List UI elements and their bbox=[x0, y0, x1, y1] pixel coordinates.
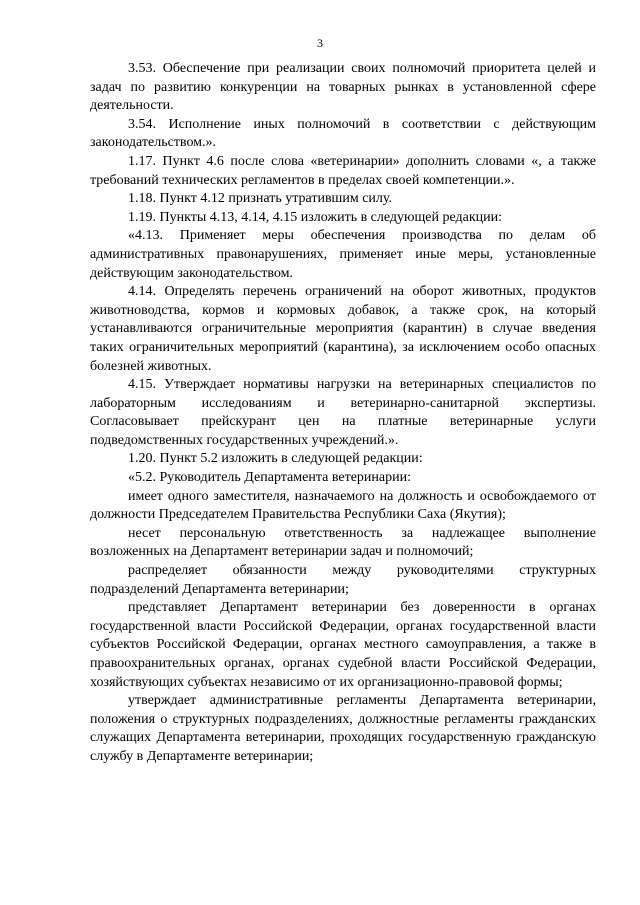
paragraph: распределяет обязанности между руководителями структурных подразделений Департамента ветеринарии; bbox=[90, 563, 596, 597]
paragraph: 1.18. Пункт 4.12 признать утратившим силу. bbox=[128, 191, 392, 207]
paragraph: 1.19. Пункты 4.13, 4.14, 4.15 изложить в следующей редакции: bbox=[128, 209, 503, 225]
paragraph: 3.53. Обеспечение при реализации своих полномочий приоритета целей и задач по развитию конкуренции на товарных рынках в установленной сфере деятельности. bbox=[90, 61, 596, 114]
paragraph: несет персональную ответственность за надлежащее выполнение возложенных на Департамент ветеринарии задач и полномочий; bbox=[90, 525, 596, 560]
paragraph: утверждает административные регламенты Департамента ветеринарии, положения о структурных подразделениях, должностные регламенты гражданских служащих Департамента ветеринарии, проходящих государственную гражданскую службу в Департаменте ветеринарии; bbox=[90, 693, 596, 764]
paragraph: 4.15. Утверждает нормативы нагрузки на ветеринарных специалистов по лабораторным исследованиям и ветеринарно-санитарной экспертизы. Согласовывает прейскурант цен на платные ветеринарные услуги подведомственных государственных учреждений.». bbox=[90, 377, 596, 448]
paragraph: 3.54. Исполнение иных полномочий в соответствии с действующим законодательством.». bbox=[90, 116, 596, 151]
paragraph: представляет Департамент ветеринарии без доверенности в органах государственной власти Российской Федерации, органах государственной власти субъектов Российской Федерации, органах местного самоуправления, а также в правоохранительных органах, органах судебной власти Российской Федерации, хозяйствующих субъектах независимо от их организационно-правовой формы; bbox=[90, 600, 596, 690]
paragraph: имеет одного заместителя, назначаемого на должность и освобождаемого от должности Председателем Правительства Республики Саха (Якутия); bbox=[90, 488, 596, 523]
document-body bbox=[90, 60, 596, 767]
paragraph: 4.14. Определять перечень ограничений на оборот животных, продуктов животноводства, кормов и кормовых добавок, а также срок, на который устанавливаются ограничительные мероприятия (карантин) в случае введения таких ограничительных мероприятий (карантина), за исключением особо опасных болезней животных. bbox=[90, 284, 596, 374]
page-number: 3 bbox=[317, 36, 323, 50]
paragraph: «5.2. Руководитель Департамента ветеринарии: bbox=[128, 470, 411, 486]
paragraph: «4.13. Применяет меры обеспечения производства по делам об административных правонарушениях, применяет иные меры, установленные действующим законодательством. bbox=[90, 228, 596, 281]
paragraph: 1.20. Пункт 5.2 изложить в следующей редакции: bbox=[128, 451, 423, 467]
paragraph: 1.17. Пункт 4.6 после слова «ветеринарии» дополнить словами «, а также требований технических регламентов в пределах своей компетенции.». bbox=[90, 153, 596, 188]
